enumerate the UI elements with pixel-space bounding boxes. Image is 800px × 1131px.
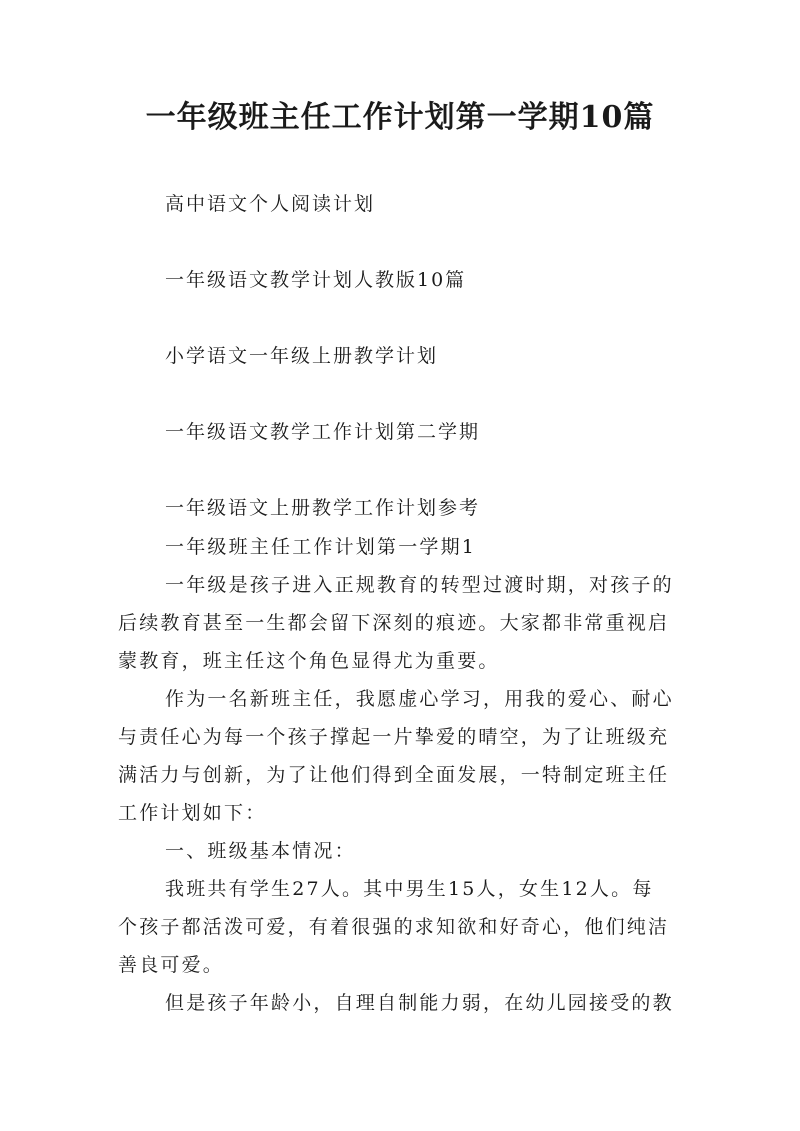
body-line: 工作计划如下： xyxy=(118,802,267,824)
body-line: 蒙教育，班主任这个角色显得尤为重要。 xyxy=(118,650,500,672)
body-line: 但是孩子年龄小，自理自制能力弱，在幼儿园接受的教 xyxy=(165,992,674,1014)
body-line: 满活力与创新，为了让他们得到全面发展，一特制定班主任 xyxy=(118,764,670,786)
body-line: 作为一名新班主任，我愿虚心学习，用我的爱心、耐心 xyxy=(165,688,674,710)
document-title: 一年级班主任工作计划第一学期10篇 xyxy=(145,100,655,135)
related-link[interactable]: 高中语文个人阅读计划 xyxy=(165,193,376,215)
body-line: 个孩子都活泼可爱，有着很强的求知欲和好奇心，他们纯洁 xyxy=(118,916,670,938)
body-line: 与责任心为每一个孩子撑起一片挚爱的晴空，为了让班级充 xyxy=(118,726,670,748)
body-line: 一年级是孩子进入正规教育的转型过渡时期，对孩子的 xyxy=(165,574,674,596)
document-body xyxy=(118,528,684,1022)
body-line: 后续教育甚至一生都会留下深刻的痕迹。大家都非常重视启 xyxy=(118,612,670,634)
related-link[interactable]: 一年级语文上册教学工作计划参考 xyxy=(165,497,481,519)
body-line: 一、班级基本情况： xyxy=(165,840,356,862)
body-line: 一年级班主任工作计划第一学期1 xyxy=(165,536,477,558)
related-link[interactable]: 一年级语文教学工作计划第二学期 xyxy=(165,421,481,443)
related-link[interactable]: 一年级语文教学计划人教版10篇 xyxy=(165,269,467,291)
related-link[interactable]: 小学语文一年级上册教学计划 xyxy=(165,345,439,367)
body-line: 善良可爱。 xyxy=(118,954,225,976)
body-line: 我班共有学生27人。其中男生15人，女生12人。每 xyxy=(165,878,654,900)
